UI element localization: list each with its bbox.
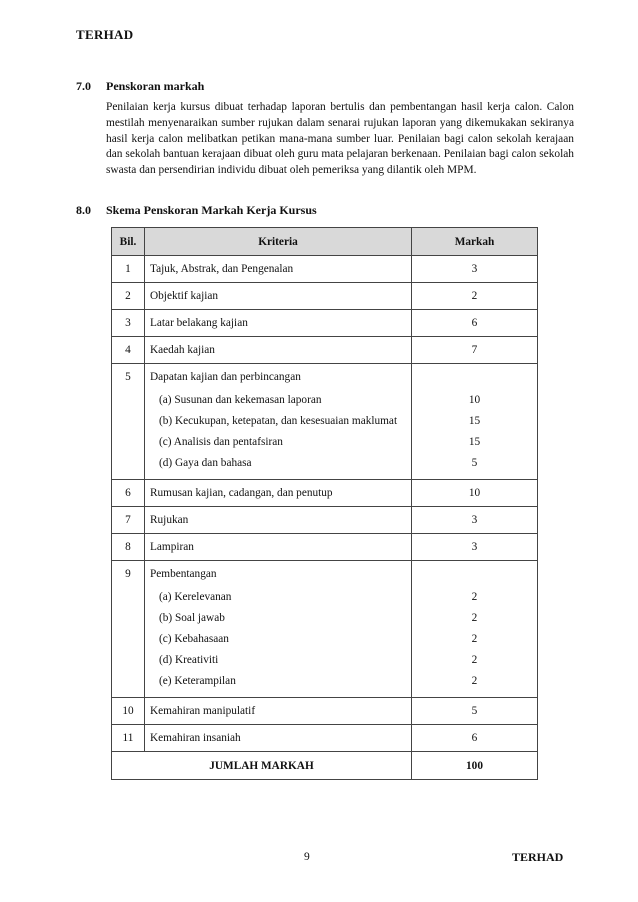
sub-criteria: (e) Keterampilan bbox=[159, 675, 236, 687]
section-7-title: Penskoran markah bbox=[106, 79, 205, 93]
sub-criteria: (d) Gaya dan bahasa bbox=[159, 457, 252, 469]
row-number: 9 bbox=[125, 568, 131, 580]
table-row bbox=[112, 256, 538, 283]
row-number: 7 bbox=[125, 514, 131, 526]
sub-marks: 15 bbox=[468, 436, 481, 448]
row-marks: 2 bbox=[471, 290, 478, 302]
marking-scheme-table bbox=[111, 227, 538, 780]
row-marks: 5 bbox=[471, 705, 478, 717]
table-row bbox=[112, 283, 538, 310]
sub-marks: 2 bbox=[471, 591, 478, 603]
sub-marks: 2 bbox=[471, 675, 478, 687]
sub-marks: 2 bbox=[471, 612, 478, 624]
row-criteria: Kaedah kajian bbox=[150, 344, 215, 356]
row-criteria: Latar belakang kajian bbox=[150, 317, 248, 329]
footer-classification: TERHAD bbox=[512, 850, 564, 864]
row-marks: 3 bbox=[471, 514, 478, 526]
sub-criteria: (d) Kreativiti bbox=[159, 654, 219, 666]
sub-marks: 10 bbox=[468, 394, 481, 406]
sub-criteria: (a) Susunan dan kekemasan laporan bbox=[159, 394, 322, 406]
table-row bbox=[112, 698, 538, 725]
row-criteria: Tajuk, Abstrak, dan Pengenalan bbox=[150, 263, 294, 275]
section-8-title: Skema Penskoran Markah Kerja Kursus bbox=[106, 203, 317, 217]
header-kriteria: Kriteria bbox=[145, 228, 412, 256]
row-number: 4 bbox=[125, 344, 131, 356]
row-number: 2 bbox=[125, 290, 131, 302]
row-criteria: Rujukan bbox=[150, 514, 189, 526]
total-row bbox=[112, 752, 538, 780]
sub-marks: 15 bbox=[468, 415, 481, 427]
sub-marks: 2 bbox=[471, 633, 478, 645]
section-7-number: 7.0 bbox=[76, 79, 91, 93]
row-criteria: Rumusan kajian, cadangan, dan penutup bbox=[150, 487, 333, 499]
header-markah: Markah bbox=[412, 228, 538, 256]
row-criteria: Lampiran bbox=[150, 541, 194, 553]
row-marks: 7 bbox=[471, 344, 478, 356]
table-row bbox=[112, 337, 538, 364]
row-number: 11 bbox=[122, 732, 134, 744]
header-bil: Bil. bbox=[112, 228, 145, 256]
section-7-paragraph: Penilaian kerja kursus dibuat terhadap laporan bertulis dan pembentangan hasil kerja calon. Calon mestilah menyenaraikan sumber rujukan dalam senarai rujukan laporan yang dikemukakan sekiranya hasil kerja calon melibatkan petikan mana-mana sumber luar. Penilaian bagi calon sekolah kerajaan dan sekolah bantuan kerajaan dibuat oleh guru mata pelajaran berkenaan. Penilaian bagi calon sekolah swasta dan persendirian individu dibuat oleh pemeriksa yang dilantik oleh MPM. bbox=[106, 101, 574, 177]
sub-marks: 2 bbox=[471, 654, 478, 666]
row-marks: 3 bbox=[471, 541, 478, 553]
page-number: 9 bbox=[304, 851, 310, 863]
sub-criteria: (c) Kebahasaan bbox=[159, 633, 229, 645]
row-number: 10 bbox=[122, 705, 134, 717]
total-label: JUMLAH MARKAH bbox=[112, 752, 412, 780]
row-marks: 6 bbox=[471, 317, 478, 329]
table-row bbox=[112, 534, 538, 561]
sub-criteria: (b) Kecukupan, ketepatan, dan kesesuaian maklumat bbox=[159, 415, 398, 427]
table-row bbox=[112, 561, 538, 698]
sub-criteria: (b) Soal jawab bbox=[159, 612, 225, 624]
table-row bbox=[112, 725, 538, 752]
row-number: 3 bbox=[125, 317, 131, 329]
row-criteria: Kemahiran insaniah bbox=[150, 732, 241, 744]
row-marks: 10 bbox=[468, 487, 481, 499]
row-criteria: Pembentangan bbox=[150, 568, 217, 580]
row-number: 1 bbox=[125, 263, 131, 275]
table-row bbox=[112, 364, 538, 480]
row-number: 5 bbox=[125, 371, 131, 383]
row-criteria: Objektif kajian bbox=[150, 290, 219, 302]
row-criteria: Kemahiran manipulatif bbox=[150, 705, 256, 717]
row-marks: 6 bbox=[471, 732, 478, 744]
row-marks: 3 bbox=[471, 263, 478, 275]
sub-criteria: (a) Kerelevanan bbox=[159, 591, 232, 603]
table-row bbox=[112, 310, 538, 337]
table-row bbox=[112, 480, 538, 507]
row-criteria: Dapatan kajian dan perbincangan bbox=[150, 371, 301, 383]
row-number: 6 bbox=[125, 487, 131, 499]
header-classification: TERHAD bbox=[76, 27, 134, 42]
sub-criteria: (c) Analisis dan pentafsiran bbox=[159, 436, 283, 448]
total-marks: 100 bbox=[412, 752, 538, 780]
table-row bbox=[112, 507, 538, 534]
section-8-number: 8.0 bbox=[76, 203, 91, 217]
row-number: 8 bbox=[125, 541, 131, 553]
table-header-row bbox=[112, 228, 538, 256]
sub-marks: 5 bbox=[471, 457, 478, 469]
